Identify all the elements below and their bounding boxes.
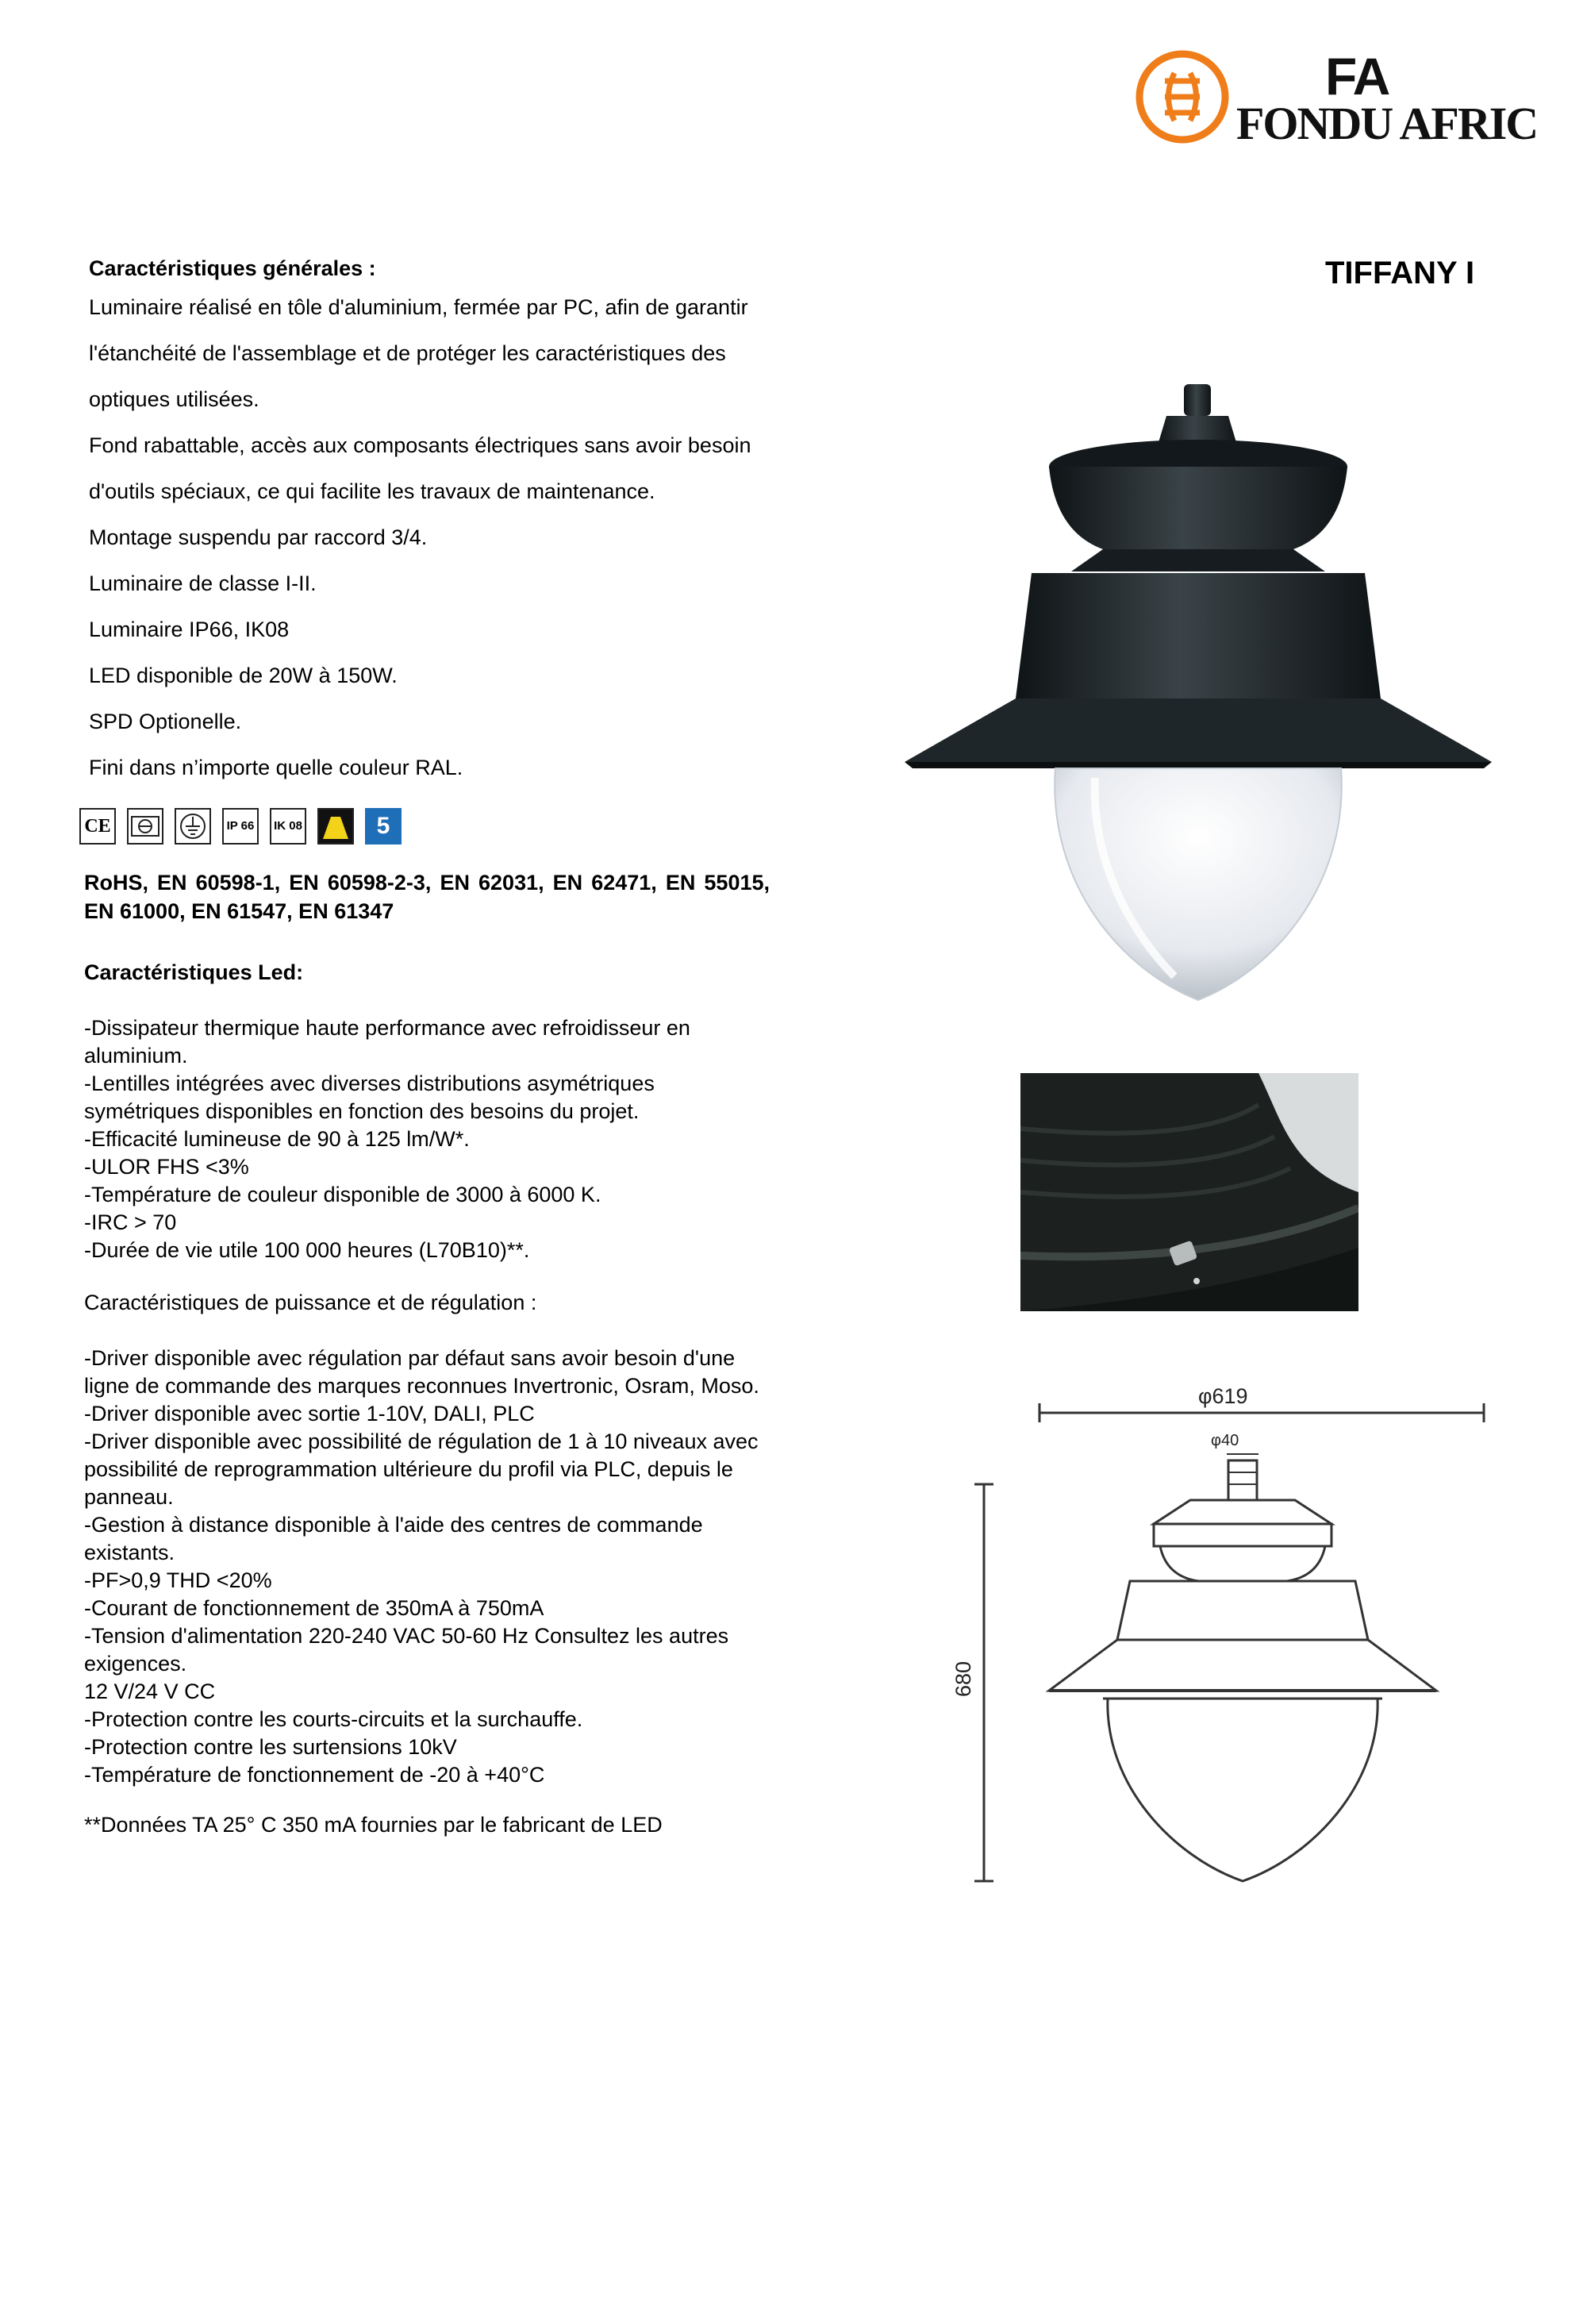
power-line: possibilité de reprogrammation ultérieure du profil via PLC, depuis le (84, 1457, 733, 1481)
general-characteristics (89, 252, 851, 791)
power-line: ligne de commande des marques reconnues Invertronic, Osram, Moso. (84, 1374, 759, 1398)
light-distribution-icon (317, 808, 354, 845)
fitting-dimension-label: φ40 (1211, 1432, 1239, 1449)
general-line: d'outils spéciaux, ce qui facilite les travaux de maintenance. (89, 479, 655, 503)
power-line: -Courant de fonctionnement de 350mA à 750mA (84, 1596, 544, 1620)
brand-logo (1135, 44, 1538, 149)
general-line: Luminaire IP66, IK08 (89, 618, 290, 641)
power-line: exigences. (84, 1652, 187, 1676)
earth-ground-icon (175, 808, 211, 845)
power-line: -Protection contre les surtensions 10kV (84, 1735, 457, 1759)
power-line: -Driver disponible avec possibilité de régulation de 1 à 10 niveaux avec (84, 1429, 759, 1453)
ip66-icon: IP 66 (222, 808, 259, 845)
brand-initials: FA (1325, 47, 1389, 106)
detail-photo (1020, 1073, 1358, 1311)
power-line: -Gestion à distance disponible à l'aide des centres de commande (84, 1513, 703, 1537)
footnote: **Données TA 25° C 350 mA fournies par le fabricant de LED (84, 1813, 663, 1837)
general-heading: Caractéristiques générales : (89, 256, 376, 280)
led-line: -Efficacité lumineuse de 90 à 125 lm/W*. (84, 1127, 470, 1151)
norms-list: RoHS, EN 60598-1, EN 60598-2-3, EN 62031, EN 62471, EN 55015, EN 61000, EN 61547, EN 61347 (84, 871, 770, 923)
drawing-lines (960, 1373, 1500, 1897)
general-line: Luminaire de classe I-II. (89, 571, 317, 595)
power-characteristics (84, 1289, 846, 1789)
brand-emblem-icon (1135, 49, 1230, 144)
power-line: panneau. (84, 1485, 174, 1509)
general-line: SPD Optionelle. (89, 710, 242, 733)
power-heading: Caractéristiques de puissance et de régulation : (84, 1291, 537, 1314)
general-line: l'étanchéité de l'assemblage et de protéger les caractéristiques des (89, 341, 726, 365)
height-dimension-label: 680 (951, 1660, 976, 1698)
technical-drawing (951, 1373, 1500, 1897)
brand-name: FONDU AFRIC (1236, 98, 1538, 149)
led-line: -Lentilles intégrées avec diverses distributions asymétriques (84, 1072, 655, 1095)
led-line: -ULOR FHS <3% (84, 1155, 249, 1179)
led-line: -Température de couleur disponible de 3000 à 6000 K. (84, 1183, 601, 1206)
ce-mark-icon: CE (79, 808, 116, 845)
led-line: -Dissipateur thermique haute performance avec refroidisseur en (84, 1016, 690, 1040)
product-title: TIFFANY I (1325, 256, 1475, 290)
general-line: LED disponible de 20W à 150W. (89, 664, 398, 687)
power-line: -Driver disponible avec sortie 1-10V, DALI, PLC (84, 1402, 535, 1426)
led-line: -Durée de vie utile 100 000 heures (L70B10)**. (84, 1238, 530, 1262)
led-heading: Caractéristiques Led: (84, 960, 304, 984)
general-line: Fini dans n’importe quelle couleur RAL. (89, 756, 463, 779)
certification-icons (79, 806, 402, 846)
warranty-5-years-icon: 5 (365, 808, 402, 845)
detail-photo-illustration (1020, 1073, 1358, 1311)
enec-icon (127, 808, 163, 845)
lamp-photo (905, 365, 1508, 1016)
general-line: Montage suspendu par raccord 3/4. (89, 525, 428, 549)
power-line: -Tension d'alimentation 220-240 VAC 50-60 Hz Consultez les autres (84, 1624, 729, 1648)
power-line: -Protection contre les courts-circuits et la surchauffe. (84, 1707, 583, 1731)
width-dimension-label: φ619 (1198, 1384, 1248, 1408)
led-line: aluminium. (84, 1044, 188, 1068)
power-line: existants. (84, 1541, 175, 1564)
led-line: symétriques disponibles en fonction des besoins du projet. (84, 1099, 640, 1123)
power-line: -Driver disponible avec régulation par défaut sans avoir besoin d'une (84, 1346, 736, 1370)
general-line: Luminaire réalisé en tôle d'aluminium, fermée par PC, afin de garantir (89, 295, 748, 319)
general-line: optiques utilisées. (89, 387, 259, 411)
general-line: Fond rabattable, accès aux composants électriques sans avoir besoin (89, 433, 751, 457)
power-line: -Température de fonctionnement de -20 à +40°C (84, 1763, 545, 1787)
power-line: -PF>0,9 THD <20% (84, 1568, 272, 1592)
led-line: -IRC > 70 (84, 1210, 177, 1234)
power-line: 12 V/24 V CC (84, 1680, 216, 1703)
ik08-icon: IK 08 (270, 808, 306, 845)
led-characteristics (84, 959, 846, 1264)
